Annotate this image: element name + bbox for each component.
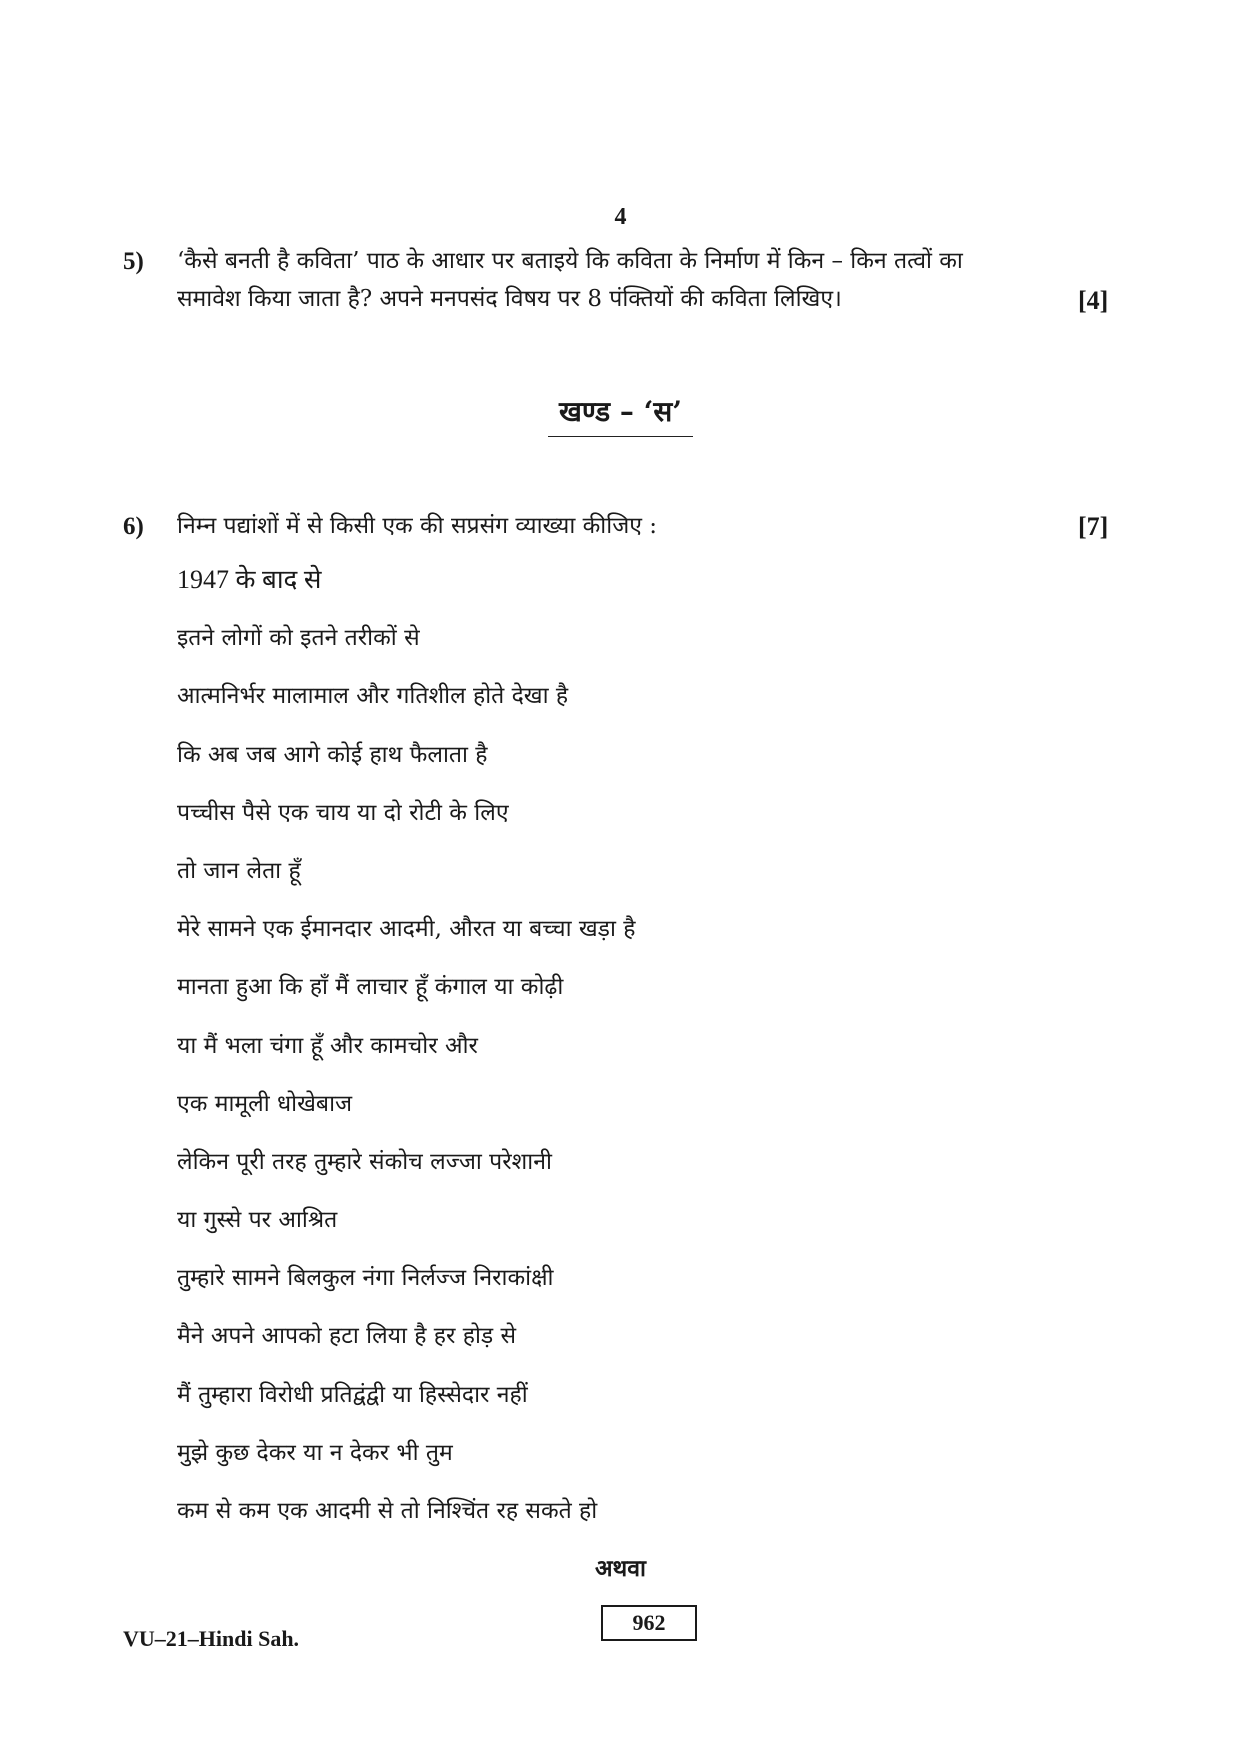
section-underline: [548, 436, 693, 437]
poem-line: मेरे सामने एक ईमानदार आदमी, औरत या बच्चा खड़ा है: [177, 916, 636, 943]
paper-code: VU–21–Hindi Sah.: [123, 1626, 300, 1651]
poem-line: मैं तुम्हारा विरोधी प्रतिद्वंद्वी या हिस्सेदार नहीं: [177, 1381, 528, 1408]
poem-line: या मैं भला चंगा हूँ और कामचोर और: [177, 1032, 478, 1059]
question-5-line-1: ‘कैसे बनती है कविता’ पाठ के आधार पर बताइये कि कविता के निर्माण में किन – किन तत्वों का: [177, 248, 963, 274]
poem-line: एक मामूली धोखेबाज: [177, 1090, 353, 1117]
question-6-marks: [7]: [1078, 512, 1109, 541]
question-6-number: 6): [123, 513, 144, 540]
question-5-line-2: समावेश किया जाता है? अपने मनपसंद विषय पर 8 पंक्तियों की कविता लिखिए।: [177, 286, 842, 312]
poem-line: आत्मनिर्भर मालामाल और गतिशील होते देखा है: [177, 683, 569, 710]
poem-line: मानता हुआ कि हाँ मैं लाचार हूँ कंगाल या कोढ़ी: [177, 974, 564, 1001]
page-number: 4: [614, 204, 627, 230]
question-5-number: 5): [123, 248, 144, 275]
poem-line: मुझे कुछ देकर या न देकर भी तुम: [177, 1439, 453, 1466]
poem-line: पच्चीस पैसे एक चाय या दो रोटी के लिए: [177, 799, 509, 826]
paper-number-box: 962: [601, 1605, 697, 1641]
poem-passage: [177, 565, 635, 1554]
poem-line: कि अब जब आगे कोई हाथ फैलाता है: [177, 741, 488, 768]
or-separator: अथवा: [594, 1555, 646, 1582]
poem-line: 1947 के बाद से: [177, 565, 322, 594]
question-6-instruction: निम्न पद्यांशों में से किसी एक की सप्रसंग व्याख्या कीजिए :: [177, 513, 658, 539]
poem-line: कम से कम एक आदमी से तो निश्चिंत रह सकते हो: [177, 1498, 598, 1524]
poem-line: या गुस्से पर आश्रित: [177, 1207, 338, 1234]
poem-line: लेकिन पूरी तरह तुम्हारे संकोच लज्जा परेशानी: [177, 1148, 552, 1175]
question-5-marks: [4]: [1078, 286, 1109, 315]
poem-line: तो जान लेता हूँ: [177, 857, 301, 884]
poem-line: इतने लोगों को इतने तरीकों से: [177, 625, 420, 652]
poem-line: मैने अपने आपको हटा लिया है हर होड़ से: [177, 1323, 517, 1350]
poem-line: तुम्हारे सामने बिलकुल नंगा निर्लज्ज निराकांक्षी: [177, 1265, 554, 1292]
section-heading: खण्ड – ‘स’: [558, 395, 683, 428]
